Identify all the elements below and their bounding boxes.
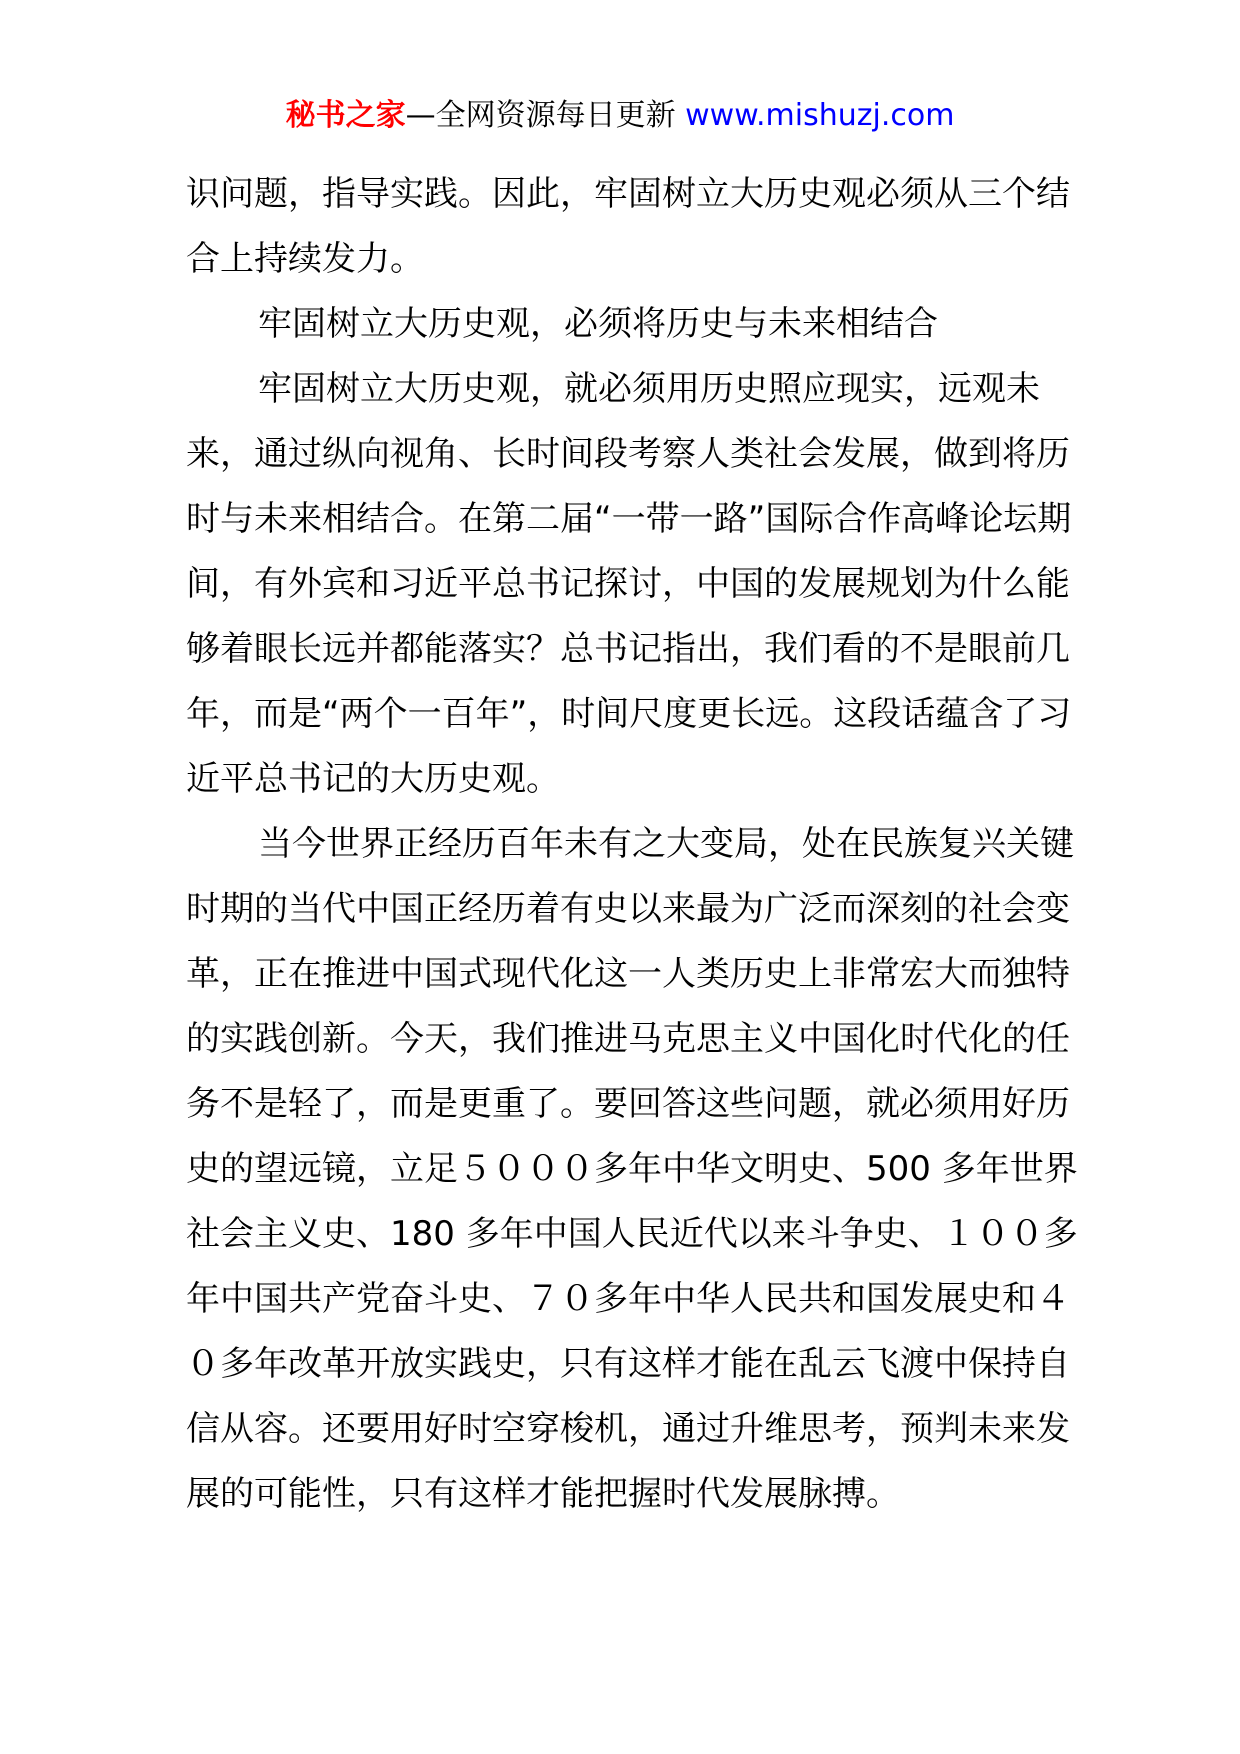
section-heading: 牢固树立大历史观，必须将历史与未来相结合 (258, 304, 938, 344)
header-url-link[interactable]: www.mishuzj.com (685, 98, 955, 133)
document-body (186, 162, 1086, 1527)
paragraph-1: 识问题，指导实践。因此，牢固树立大历史观必须从三个结合上持续发力。 (186, 174, 1070, 279)
page-header (0, 96, 1240, 136)
brand-name: 秘书之家 (285, 98, 406, 133)
header-tagline: —全网资源每日更新 (405, 98, 676, 133)
paragraph-2: 牢固树立大历史观，就必须用历史照应现实，远观未来，通过纵向视角、长时间段考察人类社会发展，做到将历时与未来相结合。在第二届“一带一路”国际合作高峰论坛期间，有外宾和习近平总书记探讨，中国的发展规划为什么能够着眼长远并都能落实？总书记指出，我们看的不是眼前几年，而是“两个一百年”，时间尺度更长远。这段话蕴含了习近平总书记的大历史观。 (186, 369, 1072, 799)
paragraph-3: 当今世界正经历百年未有之大变局，处在民族复兴关键时期的当代中国正经历着有史以来最为广泛而深刻的社会变革，正在推进中国式现代化这一人类历史上非常宏大而独特的实践创新。今天，我们推进马克思主义中国化时代化的任务不是轻了，而是更重了。要回答这些问题，就必须用好历史的望远镜，立足５０００多年中华文明史、500 多年世界社会主义史、180 多年中国人民近代以来斗争史、１００多年中国共产党奋斗史、７０多年中华人民共和国发展史和４０多年改革开放实践史，只有这样才能在乱云飞渡中保持自信从容。还要用好时空穿梭机，通过升维思考，预判未来发展的可能性，只有这样才能把握时代发展脉搏。 (186, 824, 1078, 1514)
